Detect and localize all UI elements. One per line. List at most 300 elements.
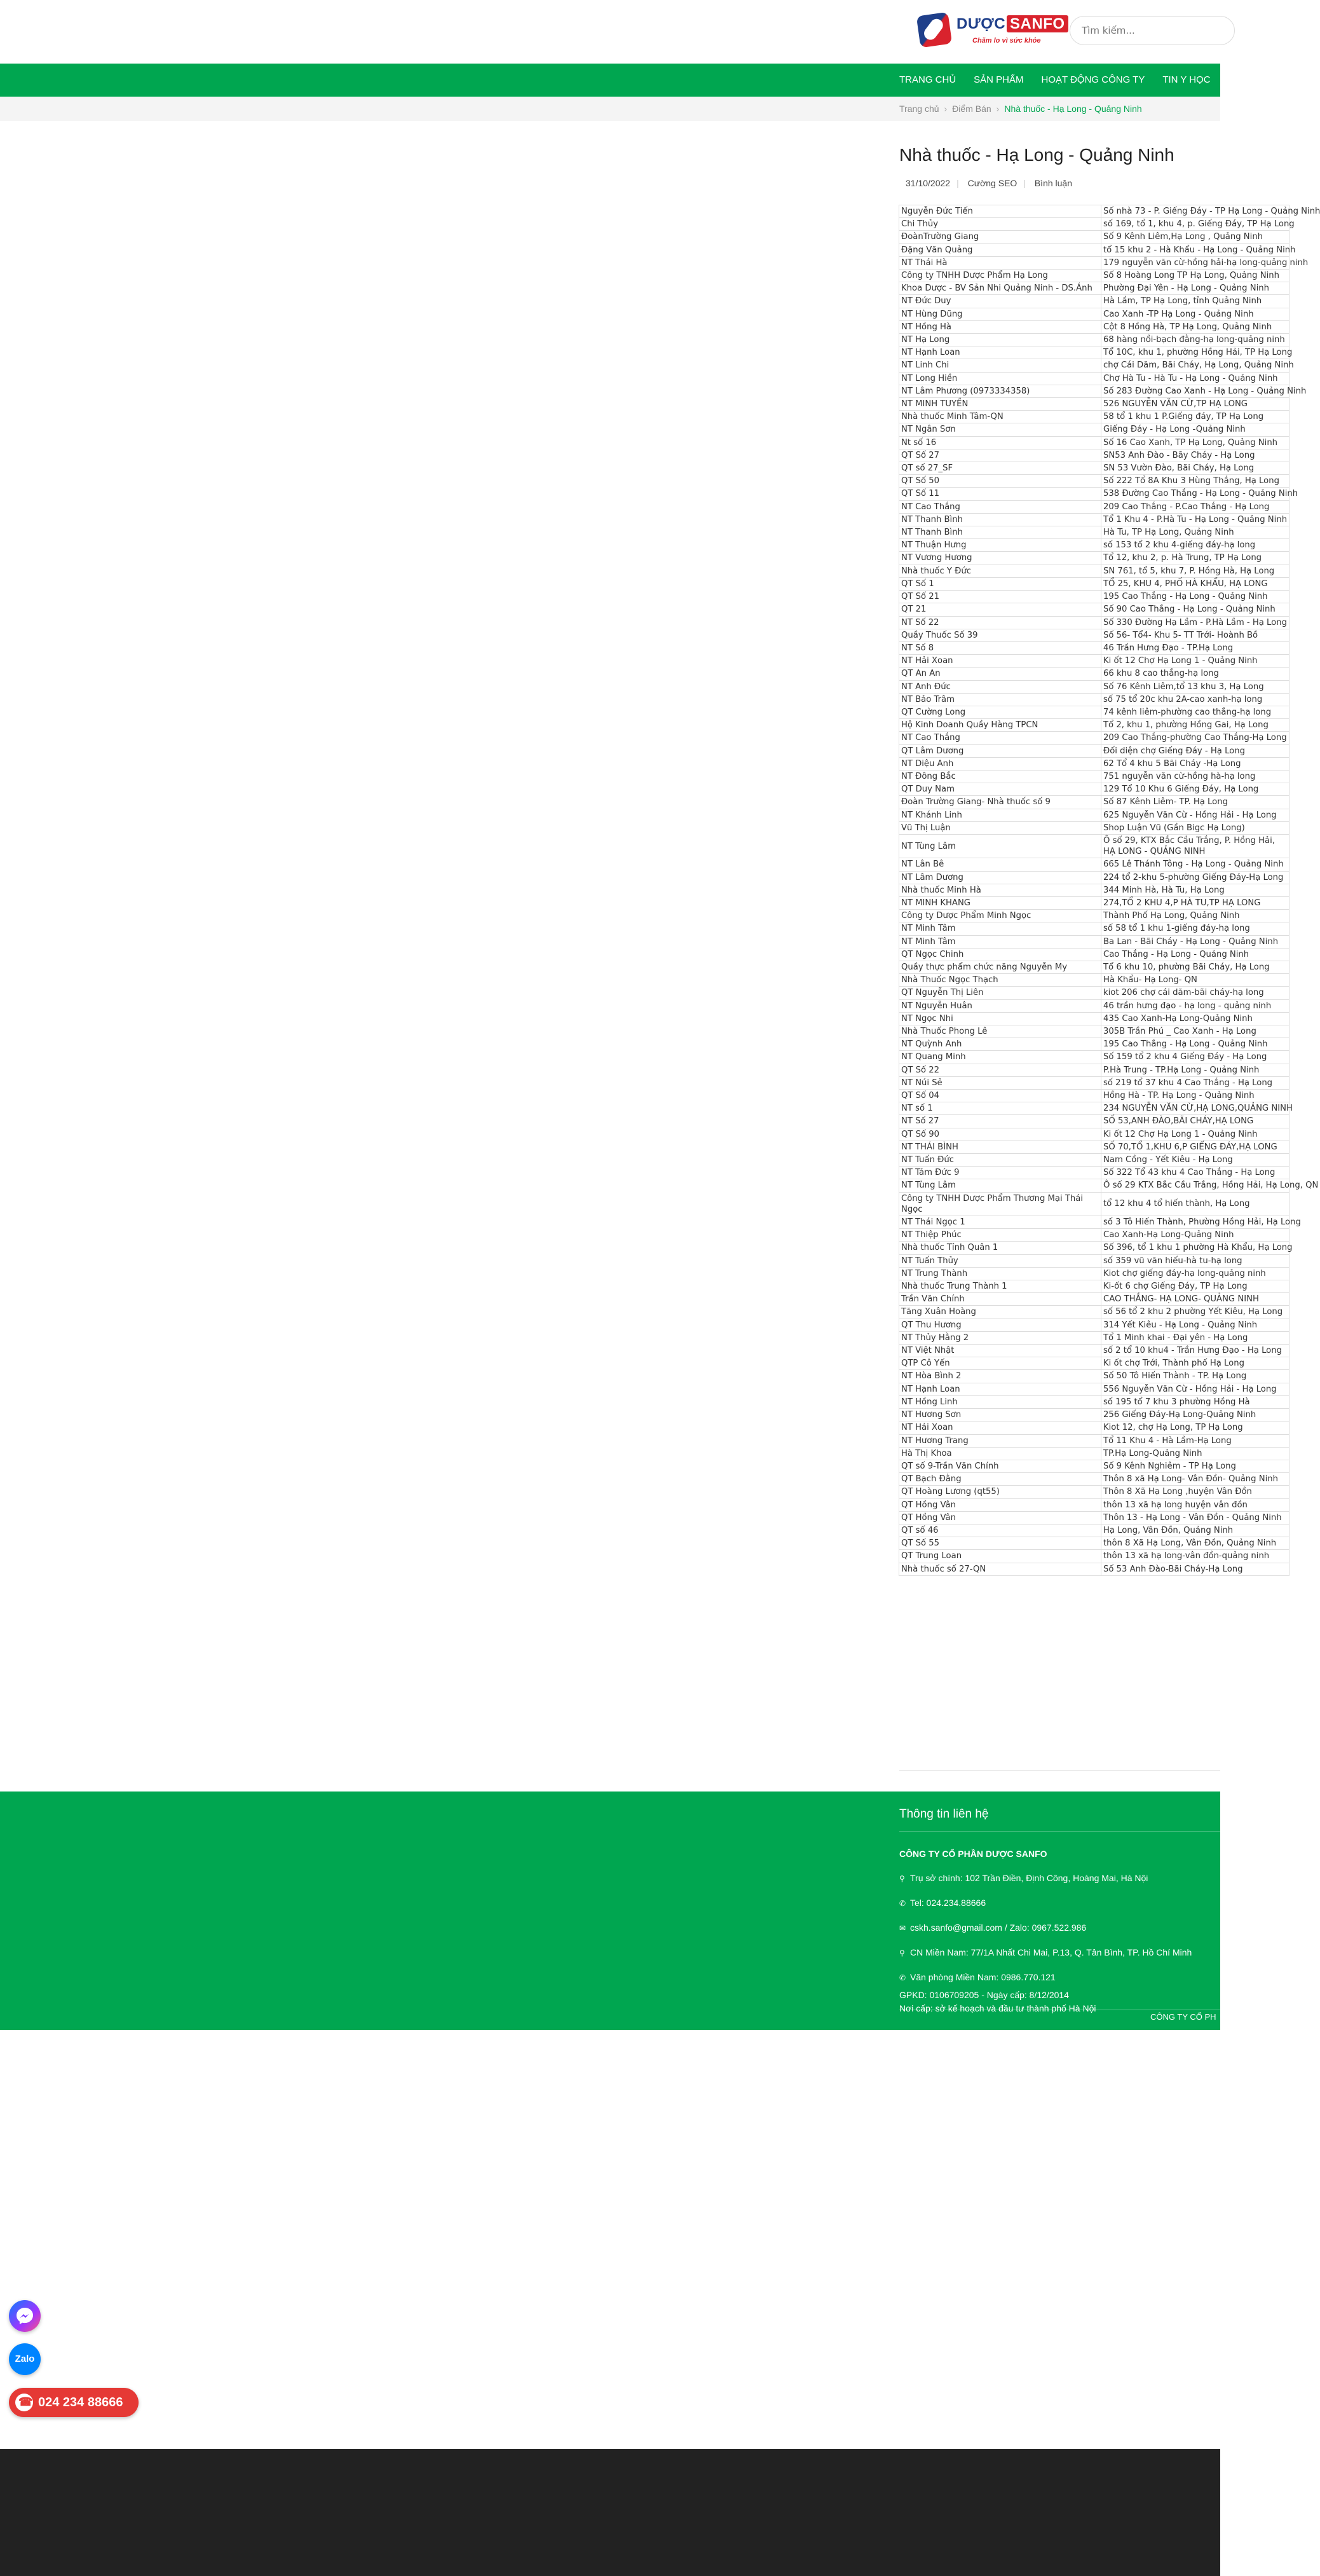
- zalo-button[interactable]: [9, 2343, 41, 2375]
- store-name-cell: Nt số 16: [899, 436, 1101, 449]
- store-name-cell: QT An An: [899, 668, 1101, 680]
- store-address-cell: 68 hàng nồi-bạch đằng-hạ long-quảng ninh: [1101, 334, 1289, 346]
- table-row: [899, 1460, 1289, 1472]
- store-address-cell: 179 nguyễn văn cừ-hồng hải-hạ long-quảng ninh: [1101, 256, 1289, 269]
- table-row: [899, 616, 1289, 629]
- store-address-cell: số 2 tổ 10 khu4 - Trần Hưng Đạo - Hạ Long: [1101, 1345, 1289, 1357]
- table-row: [899, 757, 1289, 770]
- store-address-cell: Số 53 Anh Đào-Bãi Cháy-Hạ Long: [1101, 1563, 1289, 1575]
- store-name-cell: QT Số 21: [899, 591, 1101, 603]
- store-address-cell: 195 Cao Thắng - Hạ Long - Quảng Ninh: [1101, 591, 1289, 603]
- store-name-cell: QT Số 50: [899, 475, 1101, 488]
- store-address-cell: Tổ 6 khu 10, phường Bãi Cháy, Hạ Long: [1101, 961, 1289, 973]
- store-address-cell: số 219 tổ 37 khu 4 Cao Thắng - Hạ Long: [1101, 1076, 1289, 1089]
- store-name-cell: Nhà thuốc Y Đức: [899, 565, 1101, 577]
- store-address-cell: SN 53 Vườn Đào, Bãi Cháy, Hạ Long: [1101, 462, 1289, 475]
- table-row: [899, 1563, 1289, 1575]
- table-row: [899, 744, 1289, 757]
- table-row: [899, 809, 1289, 821]
- store-name-cell: Hộ Kinh Doanh Quầy Hàng TPCN: [899, 719, 1101, 732]
- store-address-cell: Ki ốt 12 Chợ Hạ Long 1 - Quảng Ninh: [1101, 655, 1289, 668]
- store-name-cell: NT Linh Chi: [899, 359, 1101, 372]
- store-address-cell: Cao Thắng - Hạ Long - Quảng Ninh: [1101, 948, 1289, 961]
- store-name-cell: NT Tùng Lâm: [899, 834, 1101, 858]
- store-name-cell: Nhà thuốc số 27-QN: [899, 1563, 1101, 1575]
- store-address-cell: Số 9 Kênh Nghiêm - TP Hạ Long: [1101, 1460, 1289, 1472]
- store-name-cell: NT Ngọc Nhi: [899, 1012, 1101, 1025]
- store-address-cell: CAO THẮNG- HẠ LONG- QUẢNG NINH: [1101, 1293, 1289, 1306]
- store-address-cell: 74 kênh liêm-phường cao thắng-hạ long: [1101, 706, 1289, 718]
- store-address-cell: số 359 vũ văn hiếu-hà tu-hạ long: [1101, 1254, 1289, 1267]
- store-address-cell: 344 Minh Hà, Hà Tu, Hạ Long: [1101, 884, 1289, 896]
- store-name-cell: NT Hồng Hà: [899, 320, 1101, 333]
- store-name-cell: NT Ngân Sơn: [899, 423, 1101, 436]
- store-address-cell: P.Hà Trung - TP.Hạ Long - Quảng Ninh: [1101, 1064, 1289, 1076]
- table-row: [899, 629, 1289, 641]
- store-name-cell: NT Khánh Linh: [899, 809, 1101, 821]
- store-name-cell: NT Lâm Dương: [899, 871, 1101, 884]
- table-row: [899, 1090, 1289, 1102]
- breadcrumb-section[interactable]: Điểm Bán: [952, 104, 991, 114]
- store-name-cell: NT Bảo Trâm: [899, 693, 1101, 706]
- faint-text-row: [0, 2465, 1220, 2474]
- store-name-cell: Chi Thủy: [899, 218, 1101, 231]
- store-name-cell: NT Quang Minh: [899, 1051, 1101, 1064]
- table-row: [899, 1306, 1289, 1319]
- search-input[interactable]: [1070, 16, 1235, 45]
- nav-item-home[interactable]: TRANG CHỦ: [899, 74, 956, 85]
- table-row: [899, 270, 1289, 282]
- store-name-cell: ĐoànTrường Giang: [899, 231, 1101, 243]
- store-address-cell: tổ 15 khu 2 - Hà Khẩu - Hạ Long - Quảng Ninh: [1101, 243, 1289, 256]
- post-author[interactable]: Cường SEO: [967, 178, 1017, 188]
- footer-divider: [899, 1831, 1220, 1832]
- store-address-cell: số 153 tổ 2 khu 4-giếng đáy-hạ long: [1101, 539, 1289, 552]
- store-name-cell: NT Thanh Bình: [899, 513, 1101, 526]
- store-address-cell: Ki ốt chợ Trới, Thành phố Hạ Long: [1101, 1357, 1289, 1370]
- store-name-cell: NT Thanh Bình: [899, 526, 1101, 539]
- store-name-cell: NT Vương Hương: [899, 552, 1101, 565]
- site-header: [0, 0, 1220, 64]
- table-row: [899, 346, 1289, 359]
- site-footer: [0, 1792, 1220, 2030]
- store-name-cell: NT Hùng Dũng: [899, 308, 1101, 320]
- store-address-cell: 625 Nguyễn Văn Cừ - Hồng Hải - Hạ Long: [1101, 809, 1289, 821]
- table-row: [899, 1102, 1289, 1115]
- store-address-cell: Hà Lầm, TP Hạ Long, tỉnh Quảng Ninh: [1101, 295, 1289, 308]
- store-address-cell: 256 Giếng Đáy-Hạ Long-Quảng Ninh: [1101, 1409, 1289, 1422]
- store-address-cell: 526 NGUYỄN VĂN CỪ,TP HẠ LONG: [1101, 398, 1289, 411]
- store-name-cell: QT Thu Hương: [899, 1319, 1101, 1331]
- store-name-cell: NT Minh Tâm: [899, 922, 1101, 935]
- post-meta: [899, 178, 1078, 188]
- store-address-cell: Số 222 Tổ 8A Khu 3 Hùng Thắng, Hạ Long: [1101, 475, 1289, 488]
- post-comments-link[interactable]: Bình luận: [1034, 178, 1073, 188]
- store-name-cell: Đặng Văn Quảng: [899, 243, 1101, 256]
- store-name-cell: NT Hạnh Loan: [899, 1383, 1101, 1395]
- store-name-cell: QT Số 22: [899, 1064, 1101, 1076]
- store-address-cell: Ki-ốt 6 chợ Giếng Đáy, TP Hạ Long: [1101, 1280, 1289, 1293]
- table-row: [899, 565, 1289, 577]
- footer-south-office-text: Văn phòng Miền Nam: 0986.770.121: [910, 1972, 1056, 1982]
- store-address-cell: Tổ 1 Minh khai - Đại yên - Hạ Long: [1101, 1331, 1289, 1344]
- table-row: [899, 922, 1289, 935]
- store-name-cell: NT Diệu Anh: [899, 757, 1101, 770]
- store-address-cell: Hà Tu, TP Hạ Long, Quảng Ninh: [1101, 526, 1289, 539]
- footer-address-text: Trụ sở chính: 102 Trần Điền, Định Công, Hoàng Mai, Hà Nội: [910, 1873, 1148, 1883]
- table-row: [899, 1025, 1289, 1038]
- store-name-cell: QT Ngọc Chinh: [899, 948, 1101, 961]
- store-address-cell: Cột 8 Hồng Hà, TP Hạ Long, Quảng Ninh: [1101, 320, 1289, 333]
- call-number: 024 234 88666: [38, 2395, 123, 2409]
- store-name-cell: NT Hương Trang: [899, 1434, 1101, 1447]
- store-address-cell: Đối diện chợ Giếng Đáy - Hạ Long: [1101, 744, 1289, 757]
- store-name-cell: NT Trung Thành: [899, 1267, 1101, 1280]
- breadcrumb: [899, 97, 1142, 121]
- store-name-cell: NT Đông Bắc: [899, 770, 1101, 783]
- logo-slogan: Chăm lo vì sức khỏe: [972, 37, 1041, 45]
- store-address-cell: Ô số 29 KTX Bắc Cầu Trắng, Hồng Hải, Hạ Long, QN: [1101, 1179, 1289, 1192]
- store-name-cell: NT Thiệp Phúc: [899, 1229, 1101, 1242]
- table-row: [899, 1254, 1289, 1267]
- main-nav: [0, 64, 1220, 97]
- store-address-cell: 435 Cao Xanh-Hạ Long-Quảng Ninh: [1101, 1012, 1289, 1025]
- store-name-cell: QT Duy Nam: [899, 783, 1101, 796]
- store-address-cell: Tổ 11 Khu 4 - Hà Lầm-Hạ Long: [1101, 1434, 1289, 1447]
- store-name-cell: NT Việt Nhật: [899, 1345, 1101, 1357]
- store-address-cell: Cao Xanh -TP Hạ Long - Quảng Ninh: [1101, 308, 1289, 320]
- store-address-cell: 274,TỔ 2 KHU 4,P HÀ TU,TP HẠ LONG: [1101, 896, 1289, 909]
- table-row: [899, 591, 1289, 603]
- table-row: [899, 884, 1289, 896]
- store-name-cell: Công ty TNHH Dược Phẩm Hạ Long: [899, 270, 1101, 282]
- messenger-button[interactable]: [9, 2300, 41, 2332]
- store-address-cell: Thôn 13 - Hạ Long - Vân Đồn - Quảng Ninh: [1101, 1511, 1289, 1524]
- store-address-cell: Shop Luận Vũ (Gần Bigc Hạ Long): [1101, 821, 1289, 834]
- store-name-cell: QT 21: [899, 603, 1101, 616]
- map-marker-icon: ⚲: [899, 1949, 905, 1957]
- faint-text-row: [0, 2454, 1220, 2463]
- store-name-cell: NT Lân Bê: [899, 858, 1101, 871]
- table-row: [899, 1192, 1289, 1216]
- table-row: [899, 1486, 1289, 1498]
- logo-brand-main: DƯỢC: [956, 15, 1006, 32]
- footer-email[interactable]: [899, 1922, 1086, 1933]
- footer-license: GPKD: 0106709205 - Ngày cấp: 8/12/2014: [899, 1990, 1069, 2000]
- store-name-cell: QT số 9-Trần Văn Chính: [899, 1460, 1101, 1472]
- store-name-cell: NT Hải Xoan: [899, 1422, 1101, 1434]
- table-row: [899, 1267, 1289, 1280]
- store-address-cell: Giếng Đáy - Hạ Long -Quảng Ninh: [1101, 423, 1289, 436]
- store-address-cell: 314 Yết Kiêu - Hạ Long - Quảng Ninh: [1101, 1319, 1289, 1331]
- store-address-cell: 665 Lê Thánh Tông - Hạ Long - Quảng Ninh: [1101, 858, 1289, 871]
- nav-item-products[interactable]: SẢN PHẨM: [974, 74, 1024, 85]
- store-name-cell: NT Số 8: [899, 641, 1101, 654]
- store-address-cell: SN53 Anh Đào - Bãy Cháy - Hạ Long: [1101, 449, 1289, 462]
- store-address-cell: 58 tổ 1 khu 1 P.Giếng đáy, TP Hạ Long: [1101, 411, 1289, 423]
- store-name-cell: Trần Văn Chính: [899, 1293, 1101, 1306]
- store-address-cell: 209 Cao Thắng - P.Cao Thắng - Hạ Long: [1101, 500, 1289, 513]
- table-row: [899, 1511, 1289, 1524]
- faint-text-row: [0, 2477, 1220, 2486]
- store-address-cell: Kiot 12, chợ Hạ Long, TP Hạ Long: [1101, 1422, 1289, 1434]
- store-name-cell: NT Thủy Hằng 2: [899, 1331, 1101, 1344]
- table-row: [899, 1473, 1289, 1486]
- table-row: [899, 1051, 1289, 1064]
- table-row: [899, 398, 1289, 411]
- store-name-cell: QT Hồng Vân: [899, 1498, 1101, 1511]
- store-address-cell: Số 50 Tô Hiến Thành - TP. Hạ Long: [1101, 1370, 1289, 1383]
- table-row: [899, 655, 1289, 668]
- store-name-cell: NT Thuận Hưng: [899, 539, 1101, 552]
- table-row: [899, 320, 1289, 333]
- store-name-cell: NT Cao Thắng: [899, 500, 1101, 513]
- table-row: [899, 770, 1289, 783]
- store-address-cell: Hồng Hà - TP. Hạ Long - Quảng Ninh: [1101, 1090, 1289, 1102]
- footer-company: CÔNG TY CỔ PHẦN DƯỢC SANFO: [899, 1849, 1047, 1859]
- phone-icon: ✆: [899, 1973, 906, 1982]
- table-row: [899, 1319, 1289, 1331]
- store-name-cell: NT Tuấn Thủy: [899, 1254, 1101, 1267]
- store-name-cell: NT Tùng Lâm: [899, 1179, 1101, 1192]
- table-row: [899, 1154, 1289, 1167]
- footer-address: [899, 1873, 1148, 1883]
- table-row: [899, 603, 1289, 616]
- meta-divider: |: [1023, 178, 1026, 188]
- table-row: [899, 719, 1289, 732]
- store-address-cell: 129 Tổ 10 Khu 6 Giếng Đáy, Hạ Long: [1101, 783, 1289, 796]
- table-row: [899, 449, 1289, 462]
- store-address-cell: Số 87 Kênh Liêm- TP. Hạ Long: [1101, 796, 1289, 809]
- table-row: [899, 577, 1289, 590]
- table-row: [899, 462, 1289, 475]
- store-address-cell: thôn 13 xã hạ long huyện vân đồn: [1101, 1498, 1289, 1511]
- store-address-cell: Tổ 12, khu 2, p. Hà Trung, TP Hạ Long: [1101, 552, 1289, 565]
- store-address-cell: thôn 13 xã hạ long-vân đồn-quảng ninh: [1101, 1550, 1289, 1563]
- store-address-cell: Ba Lan - Bãi Cháy - Hạ Long - Quảng Ninh: [1101, 935, 1289, 948]
- table-row: [899, 1422, 1289, 1434]
- footer-title: Thông tin liên hệ: [899, 1807, 989, 1821]
- store-address-cell: Số 90 Cao Thắng - Hạ Long - Quảng Ninh: [1101, 603, 1289, 616]
- footer-issuer: Nơi cấp: sở kế hoạch và đầu tư thành phố Hà Nội: [899, 2003, 1096, 2013]
- table-row: [899, 910, 1289, 922]
- store-address-cell: kiot 206 chợ cái dăm-bãi cháy-hạ long: [1101, 987, 1289, 999]
- store-address-cell: Số 9 Kênh Liêm,Hạ Long , Quảng Ninh: [1101, 231, 1289, 243]
- table-row: [899, 858, 1289, 871]
- store-name-cell: QT Trung Loan: [899, 1550, 1101, 1563]
- store-name-cell: QTP Cô Yến: [899, 1357, 1101, 1370]
- table-row: [899, 1370, 1289, 1383]
- store-name-cell: NT MINH KHANG: [899, 896, 1101, 909]
- table-row: [899, 231, 1289, 243]
- store-name-cell: QT Số 11: [899, 488, 1101, 500]
- store-name-cell: QT Nguyễn Thị Liên: [899, 987, 1101, 999]
- logo-brand-accent: SANFO: [1007, 15, 1068, 32]
- store-address-cell: 305B Trần Phú _ Cao Xanh - Hạ Long: [1101, 1025, 1289, 1038]
- table-row: [899, 1141, 1289, 1153]
- table-row: [899, 783, 1289, 796]
- store-name-cell: Đoàn Trường Giang- Nhà thuốc số 9: [899, 796, 1101, 809]
- footer-south-office[interactable]: [899, 1972, 1056, 1982]
- table-row: [899, 423, 1289, 436]
- table-row: [899, 1434, 1289, 1447]
- table-row: [899, 1229, 1289, 1242]
- store-name-cell: Vũ Thị Luận: [899, 821, 1101, 834]
- table-row: [899, 1395, 1289, 1408]
- store-address-cell: SỐ 53,ANH ĐÀO,BÃI CHÁY,HẠ LONG: [1101, 1115, 1289, 1128]
- store-name-cell: QT Số 90: [899, 1128, 1101, 1141]
- table-row: [899, 359, 1289, 372]
- phone-icon: ✆: [899, 1899, 906, 1908]
- call-button[interactable]: [9, 2388, 139, 2417]
- footer-tel[interactable]: [899, 1898, 986, 1908]
- nav-item-company-activities[interactable]: HOẠT ĐỘNG CÔNG TY: [1041, 74, 1145, 85]
- store-name-cell: NT Lâm Phương (0973334358): [899, 385, 1101, 397]
- table-row: [899, 1409, 1289, 1422]
- table-row: [899, 732, 1289, 744]
- table-row: [899, 821, 1289, 834]
- store-name-cell: QT số 46: [899, 1524, 1101, 1537]
- store-name-cell: QT Số 1: [899, 577, 1101, 590]
- post-date: 31/10/2022: [906, 178, 951, 188]
- store-name-cell: Nhà Thuốc Phong Lê: [899, 1025, 1101, 1038]
- table-row: [899, 1447, 1289, 1460]
- store-name-cell: NT Long Hiền: [899, 372, 1101, 385]
- table-row: [899, 372, 1289, 385]
- table-row: [899, 218, 1289, 231]
- store-name-cell: NT Minh Tâm: [899, 935, 1101, 948]
- breadcrumb-current: Nhà thuốc - Hạ Long - Quảng Ninh: [1004, 104, 1142, 114]
- store-name-cell: NT MINH TUYỀN: [899, 398, 1101, 411]
- table-row: [899, 1331, 1289, 1344]
- store-address-cell: 46 trần hưng đạo - hạ long - quảng ninh: [1101, 999, 1289, 1012]
- store-address-cell: số 75 tổ 20c khu 2A-cao xanh-hạ long: [1101, 693, 1289, 706]
- store-name-cell: NT Anh Đức: [899, 680, 1101, 693]
- store-address-cell: số 56 tổ 2 khu 2 phường Yết Kiêu, Hạ Long: [1101, 1306, 1289, 1319]
- table-row: [899, 1524, 1289, 1537]
- store-name-cell: NT Hạnh Loan: [899, 346, 1101, 359]
- store-address-cell: thôn 8 Xã Hạ Long, Vân Đồn, Quảng Ninh: [1101, 1537, 1289, 1550]
- store-name-cell: QT Lâm Dương: [899, 744, 1101, 757]
- table-row: [899, 1280, 1289, 1293]
- store-address-cell: 62 Tổ 4 khu 5 Bãi Cháy -Hạ Long: [1101, 757, 1289, 770]
- table-row: [899, 1128, 1289, 1141]
- store-address-cell: Cao Xanh-Hạ Long-Quảng Ninh: [1101, 1229, 1289, 1242]
- table-row: [899, 948, 1289, 961]
- bottom-dark-band: [0, 2449, 1220, 2576]
- logo-icon: [916, 12, 952, 48]
- store-address-cell: 234 NGUYỄN VĂN CỪ,HẠ LONG,QUẢNG NINH: [1101, 1102, 1289, 1115]
- store-name-cell: Nguyễn Đức Tiến: [899, 205, 1101, 218]
- nav-item-medical-news[interactable]: TIN Y HỌC: [1162, 74, 1211, 85]
- store-name-cell: NT Quỳnh Anh: [899, 1038, 1101, 1051]
- envelope-icon: ✉: [899, 1924, 906, 1933]
- store-address-cell: Số 283 Đường Cao Xanh - Hạ Long - Quảng Ninh: [1101, 385, 1289, 397]
- table-row: [899, 1550, 1289, 1563]
- table-row: [899, 668, 1289, 680]
- store-address-cell: 556 Nguyễn Văn Cừ - Hồng Hải - Hạ Long: [1101, 1383, 1289, 1395]
- map-marker-icon: ⚲: [899, 1874, 905, 1883]
- footer-email-text: cskh.sanfo@gmail.com / Zalo: 0967.522.986: [910, 1922, 1087, 1933]
- table-row: [899, 475, 1289, 488]
- table-row: [899, 974, 1289, 987]
- store-name-cell: Công ty Dược Phẩm Minh Ngọc: [899, 910, 1101, 922]
- table-row: [899, 1076, 1289, 1089]
- site-logo[interactable]: [918, 11, 1065, 51]
- store-address-cell: Hà Khẩu- Hạ Long- QN: [1101, 974, 1289, 987]
- table-row: [899, 526, 1289, 539]
- table-row: [899, 871, 1289, 884]
- store-address-cell: TỔ 25, KHU 4, PHỐ HÀ KHẨU, HẠ LONG: [1101, 577, 1289, 590]
- store-name-cell: QT Số 04: [899, 1090, 1101, 1102]
- table-row: [899, 1293, 1289, 1306]
- store-address-cell: Thôn 8 xã Hạ Long- Vân Đồn- Quảng Ninh: [1101, 1473, 1289, 1486]
- store-name-cell: Quầy thực phẩm chức năng Nguyễn My: [899, 961, 1101, 973]
- store-name-cell: QT Số 55: [899, 1537, 1101, 1550]
- store-address-cell: số 3 Tô Hiến Thành, Phường Hồng Hải, Hạ Long: [1101, 1216, 1289, 1229]
- store-address-cell: tổ 12 khu 4 tổ hiến thành, Hạ Long: [1101, 1192, 1289, 1216]
- store-address-cell: Nam Cồng - Yết Kiêu - Hạ Long: [1101, 1154, 1289, 1167]
- store-name-cell: NT Hải Xoan: [899, 655, 1101, 668]
- table-row: [899, 205, 1289, 218]
- zalo-icon: Zalo: [15, 2353, 35, 2364]
- store-name-cell: NT Thái Hà: [899, 256, 1101, 269]
- table-row: [899, 1242, 1289, 1254]
- footer-south-branch-text: CN Miền Nam: 77/1A Nhất Chi Mai, P.13, Q. Tân Bình, TP. Hồ Chí Minh: [910, 1947, 1192, 1957]
- table-row: [899, 1012, 1289, 1025]
- messenger-icon: [15, 2306, 34, 2326]
- table-row: [899, 256, 1289, 269]
- store-name-cell: NT Núi Sẻ: [899, 1076, 1101, 1089]
- store-name-cell: Nhà thuốc Tỉnh Quân 1: [899, 1242, 1101, 1254]
- store-address-cell: số 195 tổ 7 khu 3 phường Hồng Hà: [1101, 1395, 1289, 1408]
- store-name-cell: Nhà Thuốc Ngọc Thạch: [899, 974, 1101, 987]
- store-name-cell: Nhà thuốc Minh Tâm-QN: [899, 411, 1101, 423]
- table-row: [899, 706, 1289, 718]
- store-address-cell: 195 Cao Thắng - Hạ Long - Quảng Ninh: [1101, 1038, 1289, 1051]
- store-name-cell: QT số 27_SF: [899, 462, 1101, 475]
- store-address-cell: 209 Cao Thắng-phường Cao Thắng-Hạ Long: [1101, 732, 1289, 744]
- table-row: [899, 987, 1289, 999]
- store-name-cell: NT Hồng Linh: [899, 1395, 1101, 1408]
- store-address-cell: Ki ốt 12 Chợ Hạ Long 1 - Quảng Ninh: [1101, 1128, 1289, 1141]
- table-row: [899, 385, 1289, 397]
- table-row: [899, 513, 1289, 526]
- store-address-cell: 66 khu 8 cao thắng-hạ long: [1101, 668, 1289, 680]
- store-name-cell: NT Số 27: [899, 1115, 1101, 1128]
- store-name-cell: NT Hương Sơn: [899, 1409, 1101, 1422]
- store-address-cell: Số 16 Cao Xanh, TP Hạ Long, Quảng Ninh: [1101, 436, 1289, 449]
- table-row: [899, 1345, 1289, 1357]
- store-name-cell: NT Nguyễn Huân: [899, 999, 1101, 1012]
- table-row: [899, 1383, 1289, 1395]
- store-table: [899, 205, 1320, 1576]
- store-address-cell: Phường Đại Yên - Hạ Long - Quảng Ninh: [1101, 282, 1289, 295]
- store-name-cell: NT Đức Duy: [899, 295, 1101, 308]
- footer-tel-text: Tel: 024.234.88666: [910, 1898, 986, 1908]
- logo-text: [956, 15, 1068, 33]
- store-name-cell: QT Bạch Đằng: [899, 1473, 1101, 1486]
- breadcrumb-home[interactable]: Trang chủ: [899, 104, 939, 114]
- store-name-cell: Công ty TNHH Dược Phẩm Thương Mại Thái Ngọc: [899, 1192, 1101, 1216]
- table-row: [899, 411, 1289, 423]
- content-divider: [899, 1770, 1220, 1771]
- store-address-cell: Số 330 Đường Hạ Lầm - P.Hà Lầm - Hạ Long: [1101, 616, 1289, 629]
- store-address-cell: Chợ Hà Tu - Hà Tu - Hạ Long - Quảng Ninh: [1101, 372, 1289, 385]
- table-row: [899, 1357, 1289, 1370]
- store-name-cell: Hà Thị Khoa: [899, 1447, 1101, 1460]
- table-row: [899, 1167, 1289, 1179]
